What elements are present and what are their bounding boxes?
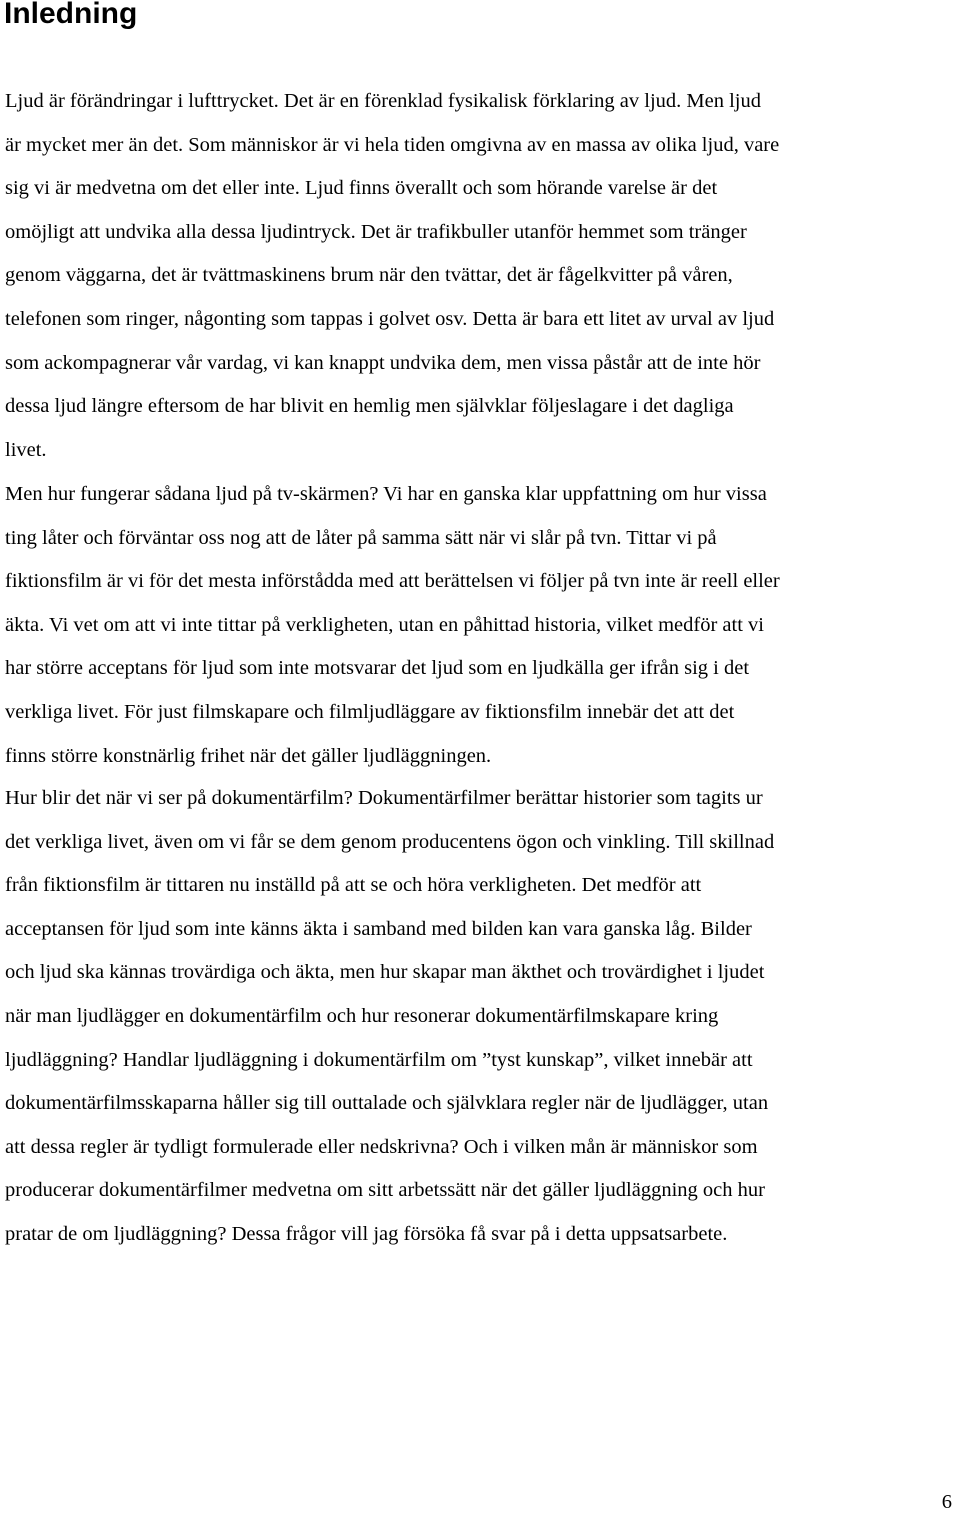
text-line: är mycket mer än det. Som människor är vi hela tiden omgivna av en massa av olika ljud, vare [5, 133, 780, 156]
text-line: producerar dokumentärfilmer medvetna om sitt arbetssätt när det gäller ljudläggning och hur [5, 1179, 765, 1202]
text-line: verkliga livet. För just filmskapare och filmljudläggare av fiktionsfilm innebär det att det [5, 700, 735, 723]
text-line: fiktionsfilm är vi för det mesta införstådda med att berättelsen vi följer på tvn inte är reell eller [5, 570, 780, 593]
text-line: det verkliga livet, även om vi får se dem genom producentens ögon och vinkling. Till skillnad [5, 830, 775, 853]
text-line: Hur blir det när vi ser på dokumentärfilm? Dokumentärfilmer berättar historier som tagits ur [5, 787, 763, 809]
text-line: och ljud ska kännas trovärdiga och äkta, men hur skapar man äkthet och trovärdighet i ljudet [5, 961, 765, 984]
paragraph-documentary [5, 777, 960, 1257]
text-line: Ljud är förändringar i lufttrycket. Det är en förenklad fysikalisk förklaring av ljud. Men ljud [5, 90, 761, 112]
text-line: omöjligt att undvika alla dessa ljudintryck. Det är trafikbuller utanför hemmet som tränger [5, 220, 747, 243]
text-line: ting låter och förväntar oss nog att de låter på samma sätt när vi slår på tvn. Tittar vi på [5, 526, 717, 549]
text-line: som ackompagnerar vår vardag, vi kan knappt undvika dem, men vissa påstår att de inte hör [5, 351, 761, 374]
text-line: Men hur fungerar sådana ljud på tv-skärmen? Vi har en ganska klar uppfattning om hur vissa [5, 483, 767, 505]
text-line: äkta. Vi vet om att vi inte tittar på verkligheten, utan en påhittad historia, vilket medför att vi [5, 613, 764, 636]
text-line: att dessa regler är tydligt formulerade eller nedskrivna? Och i vilken mån är människor som [5, 1135, 758, 1158]
section-heading: Inledning [4, 0, 138, 30]
text-line: livet. [5, 438, 47, 461]
text-line: dokumentärfilmsskaparna håller sig till outtalade och självklara regler när de ljudlägger, utan [5, 1092, 769, 1115]
paragraph-tv-sound [5, 473, 960, 778]
text-line: när man ljudlägger en dokumentärfilm och hur resonerar dokumentärfilmskapare kring [5, 1004, 719, 1027]
text-line: genom väggarna, det är tvättmaskinens brum när den tvättar, det är fågelkvitter på våren, [5, 264, 733, 287]
text-line: pratar de om ljudläggning? Dessa frågor vill jag försöka få svar på i detta uppsatsarbete. [5, 1222, 728, 1245]
page-number: 6 [941, 1491, 952, 1513]
text-line: från fiktionsfilm är tittaren nu inställd på att se och höra verkligheten. Det medför att [5, 874, 702, 897]
paragraph-intro [5, 80, 960, 472]
text-line: dessa ljud längre eftersom de har blivit en hemlig men självklar följeslagare i det dagliga [5, 395, 734, 418]
text-line: acceptansen för ljud som inte känns äkta i samband med bilden kan vara ganska låg. Bilder [5, 917, 752, 940]
text-line: ljudläggning? Handlar ljudläggning i dokumentärfilm om ”tyst kunskap”, vilket innebär att [5, 1048, 753, 1071]
text-line: har större acceptans för ljud som inte motsvarar det ljud som en ljudkälla ger ifrån sig i det [5, 657, 750, 680]
text-line: sig vi är medvetna om det eller inte. Ljud finns överallt och som hörande varelse är det [5, 177, 718, 200]
text-line: finns större konstnärlig frihet när det gäller ljudläggningen. [5, 744, 492, 767]
text-line: telefonen som ringer, någonting som tappas i golvet osv. Detta är bara ett litet av urval av ljud [5, 307, 775, 330]
